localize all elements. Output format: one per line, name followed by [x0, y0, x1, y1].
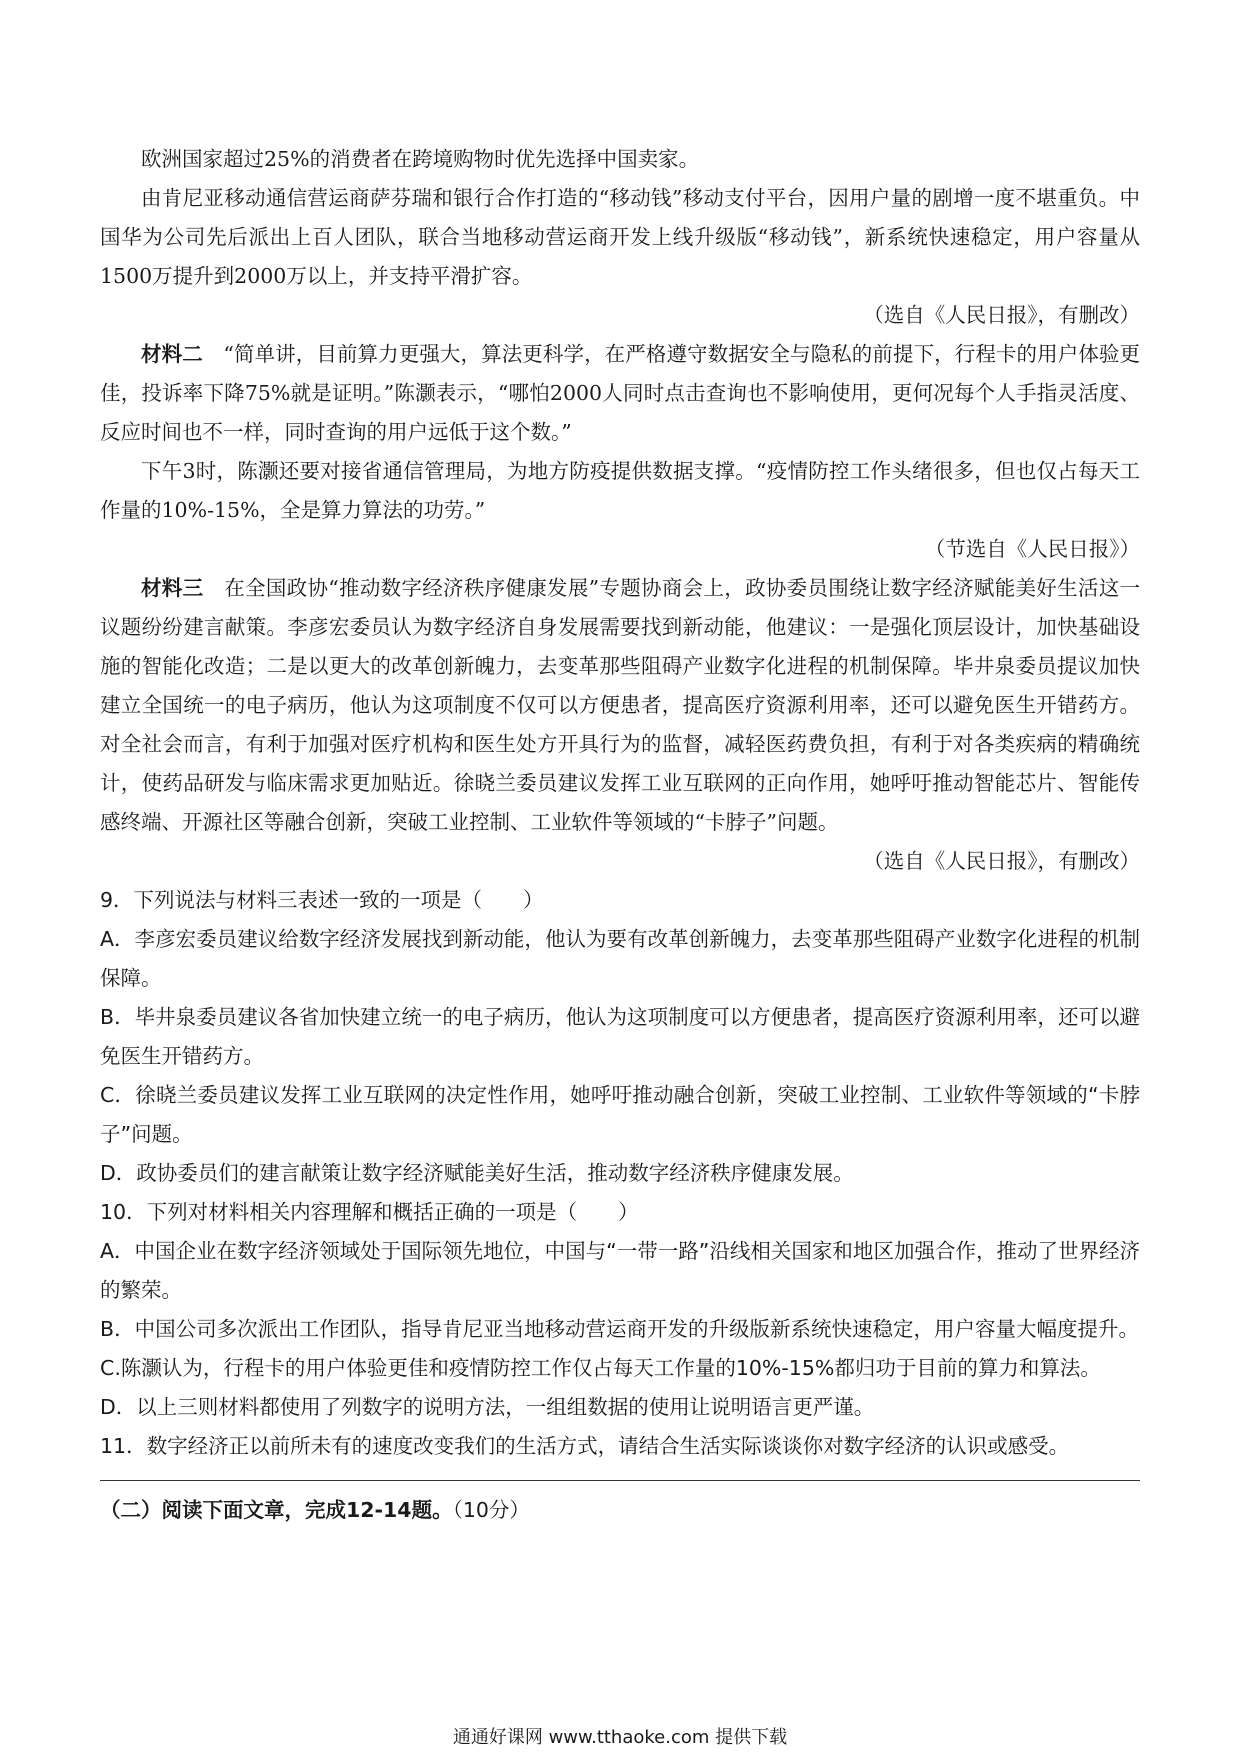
section2-heading — [100, 1491, 1140, 1530]
page-footer: 通通好课网 www.tthaoke.com 提供下载 — [452, 1727, 788, 1748]
section2-score: （10分） — [452, 1498, 530, 1522]
material2-label: 材料二 — [141, 342, 203, 366]
material3-para1-text: 在全国政协“推动数字经济秩序健康发展”专题协商会上，政协委员围绕让数字经济赋能美好生活这一议题纷纷建言献策。李彦宏委员认为数字经济自身发展需要找到新动能，他建议：一是强化顶层设计，加快基础设施的智能化改造；二是以更大的改革创新魄力，去变革那些阻碍产业数字化进程的机制保障。毕井泉委员提议加快建立全国统一的电子病历，他认为这项制度不仅可以方便患者，提高医疗资源利用率，还可以避免医生开错药方。对全社会而言，有利于加强对医疗机构和医生处方开具行为的监督，减轻医药费负担，有利于对各类疾病的精确统计，使药品研发与临床需求更加贴近。徐晓兰委员建议发挥工业互联网的正向作用，她呼吁推动智能芯片、智能传感终端、开源社区等融合创新，突破工业控制、工业软件等领域的“卡脖子”问题。 — [100, 576, 1141, 834]
question-9-stem: 9．下列说法与材料三表述一致的一项是（ ） — [100, 888, 544, 912]
material2-para2: 下午3时，陈灏还要对接省通信管理局，为地方防疫提供数据支撑。“疫情防控工作头绪很多，但也仅占每天工作量的10%-15%，全是算力算法的功劳。” — [100, 459, 1140, 522]
question-10-stem: 10．下列对材料相关内容理解和概括正确的一项是（ ） — [100, 1200, 639, 1224]
material3-para1 — [100, 569, 1140, 842]
material2-source: （节选自《人民日报》） — [924, 537, 1140, 561]
question-9-option-b: B．毕井泉委员建议各省加快建立统一的电子病历，他认为这项制度可以方便患者，提高医疗资源利用率，还可以避免医生开错药方。 — [100, 1005, 1140, 1068]
material1-source: （选自《人民日报》，有删改） — [863, 303, 1140, 327]
question-10-option-c: C.陈灏认为，行程卡的用户体验更佳和疫情防控工作仅占每天工作量的10%-15%都归功于目前的算力和算法。 — [100, 1356, 1101, 1380]
material3-label: 材料三 — [141, 576, 204, 600]
question-9 — [100, 881, 1140, 1193]
question-11-stem: 11．数字经济正以前所未有的速度改变我们的生活方式，请结合生活实际谈谈你对数字经济的认识或感受。 — [100, 1434, 1070, 1458]
question-9-option-c: C．徐晓兰委员建议发挥工业互联网的决定性作用，她呼吁推动融合创新，突破工业控制、工业软件等领域的“卡脖子”问题。 — [100, 1083, 1140, 1146]
section2-title: （二）阅读下面文章，完成12-14题。 — [100, 1498, 453, 1522]
question-11 — [100, 1427, 1140, 1466]
section-divider — [100, 1480, 1140, 1481]
question-9-option-a: A．李彦宏委员建议给数字经济发展找到新动能，他认为要有改革创新魄力，去变革那些阻碍产业数字化进程的机制保障。 — [100, 927, 1140, 990]
question-10 — [100, 1193, 1140, 1427]
material2-para1-text: “简单讲，目前算力更强大，算法更科学，在严格遵守数据安全与隐私的前提下，行程卡的用户体验更佳，投诉率下降75%就是证明。”陈灏表示，“哪怕2000人同时点击查询也不影响使用，更何况每个人手指灵活度、反应时间也不一样，同时查询的用户远低于这个数。” — [100, 342, 1141, 444]
question-10-option-a: A．中国企业在数字经济领域处于国际领先地位，中国与“一带一路”沿线相关国家和地区加强合作，推动了世界经济的繁荣。 — [100, 1239, 1140, 1302]
question-10-option-d: D．以上三则材料都使用了列数字的说明方法，一组组数据的使用让说明语言更严谨。 — [100, 1395, 875, 1419]
material1-para2: 由肯尼亚移动通信营运商萨芬瑞和银行合作打造的“移动钱”移动支付平台，因用户量的剧增一度不堪重负。中国华为公司先后派出上百人团队，联合当地移动营运商开发上线升级版“移动钱”，新系统快速稳定，用户容量从1500万提升到2000万以上，并支持平滑扩容。 — [100, 186, 1140, 288]
material3-source: （选自《人民日报》，有删改） — [863, 849, 1140, 873]
material2-para1 — [100, 335, 1140, 452]
question-10-option-b: B．中国公司多次派出工作团队，指导肯尼亚当地移动营运商开发的升级版新系统快速稳定，用户容量大幅度提升。 — [100, 1317, 1140, 1341]
material1-para1: 欧洲国家超过25%的消费者在跨境购物时优先选择中国卖家。 — [141, 147, 700, 171]
question-9-option-d: D．政协委员们的建言献策让数字经济赋能美好生活，推动数字经济秩序健康发展。 — [100, 1161, 854, 1185]
